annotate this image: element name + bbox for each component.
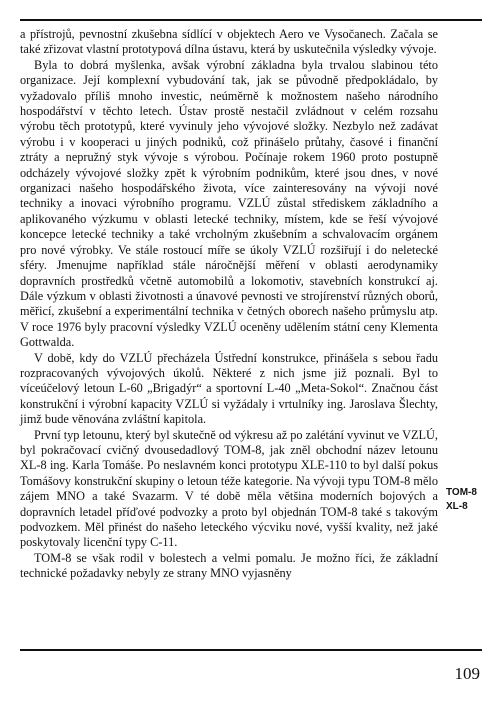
top-rule bbox=[20, 19, 482, 21]
paragraph: Byla to dobrá myšlenka, avšak výrobní základna byla trvalou slabinou této organizace. Její komplexní vybudování tak, jak se původně předpokládalo, by vyžadovalo příliš mnoho investic, neúměrně k možnostem našeho národního hospodářství v těchto letech. Ústav prostě nestačil zvládnout v celém rozsahu výrobu těch prototypů, které vyvinuly jeho vývojové složky. Nezbylo než zadávat výrobu i v kooperaci u jiných podniků, což přinášelo průtahy, časové i finanční ztráty a nepružný styk vývoje s výrobou. Počínaje rokem 1960 proto postupně odcházely vývojové složky zpět k výrobním podnikům, které jsou dnes, v nové organizaci našeho hospodářského života, více zainteresovány na vývoji nové techniky a inovaci výrobního programu. VZLÚ zůstal střediskem základního a aplikovaného výzkumu v oblasti letecké techniky, místem, kde se řeší vývojové koncepce letecké techniky a také vrcholným zkušebním a schvalovacím orgánem pro nové výrobky. Ve stále rostoucí míře se úkoly VZLÚ rozšiřují i do neletecké sféry. Jmenujme například stále náročnější měření v oblasti aerodynamiky dopravních prostředků včetně automobilů a lokomotiv, stavebních konstrukcí aj. Dále výzkum v oblasti životnosti a únavové pevnosti ve strojírenství různých oborů, měřicí, zkušební a experimentální technika v četných oborech našeho průmyslu atp. V roce 1976 byly pracovní výsledky VZLÚ oceněny udělením státní ceny Klementa Gottwalda. bbox=[20, 57, 438, 350]
paragraph: a přístrojů, pevnostní zkušebna sídlící v objektech Aero ve Vysočanech. Začala se také zřizovat vlastní prototypová dílna ústavu, která by uskutečnila výsledky vývoje. bbox=[20, 27, 438, 57]
margin-notes bbox=[446, 486, 486, 514]
paragraph: TOM-8 se však rodil v bolestech a velmi pomalu. Je možno říci, že základní technické požadavky nebyly ze strany MNO vyjasněny bbox=[20, 550, 438, 581]
margin-note: XL-8 bbox=[446, 501, 468, 512]
body-text bbox=[20, 27, 438, 582]
bottom-rule bbox=[20, 649, 482, 651]
page-number: 109 bbox=[454, 664, 480, 683]
paragraph: První typ letounu, který byl skutečně od výkresu až po zalétání vyvinut ve VZLÚ, byl pokračovací cvičný dvousedadlový TOM-8, jak zněl obchodní název letounu XL-8 ing. Karla Tomáše. Po neslavném konci prototypu XLE-110 to byl další pokus Tomášovy konstrukční skupiny o letoun téže kategorie. Na vývoji typu TOM-8 mělo zájem MNO a také Svazarm. V té době měla většina moderních bojových a dopravních letadel příďové podvozky a proto byl objednán TOM-8 také s takovým podvozkem. Měl přinést do našeho leteckého výcviku nové, vyšší kvality, než jaké poskytovaly licenční typy C-11. bbox=[20, 427, 438, 550]
margin-note: TOM-8 bbox=[446, 487, 477, 498]
paragraph: V době, kdy do VZLÚ přecházela Ústřední konstrukce, přinášela s sebou řadu rozpracovaných vývojových úkolů. Některé z nich jsme již poznali. Byl to víceúčelový letoun L-60 „Brigadýr“ a sportovní L-40 „Meta-Sokol“. Značnou část konstrukční i výrobní kapacity VZLÚ si vyžádaly i vrtulníky ing. Jaroslava Šlechty, jimž bude věnována zvláštní kapitola. bbox=[20, 350, 438, 427]
